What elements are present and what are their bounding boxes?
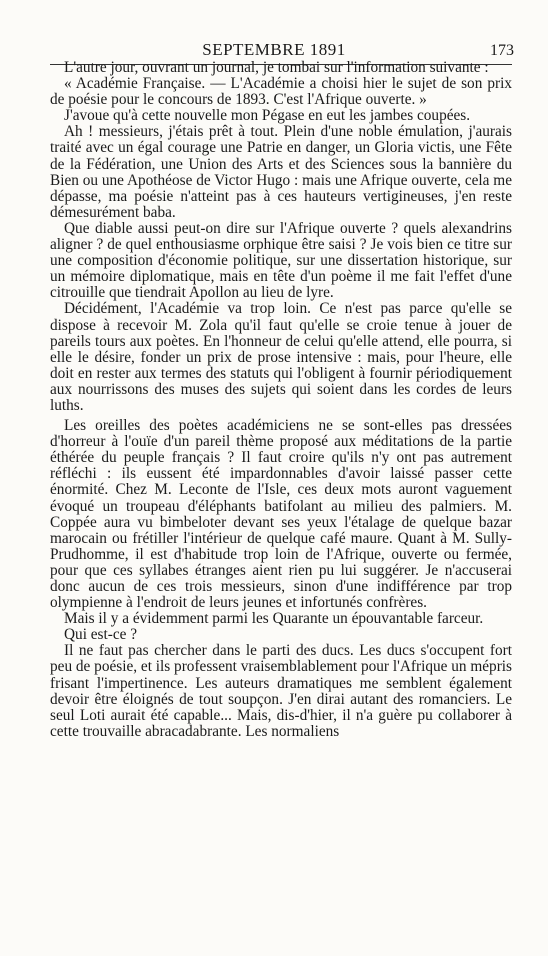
paragraph-10: Il ne faut pas chercher dans le parti des ducs. Les ducs s'occupent fort peu de poésie, et ils professent vraisemblablement pour l'Afrique un mépris frisant l'impertinence. Les auteurs dramatiques me semblent également devoir être éloignés de tout soupçon. J'en dirai autant des romanciers. Le seul Loti aurait été capable... Mais, dis-d'hier, il n'a guère pu collaborer à cette trouvaille abracadabrante. Les normaliens: [50, 642, 512, 740]
paragraph-4: Ah ! messieurs, j'étais prêt à tout. Plein d'une noble émulation, j'aurais traité avec un égal courage une Patrie en danger, un Gloria victis, une Fête de la Fédération, une Union des Arts et des Sciences sous la bannière du Bien ou une Apothéose de Victor Hugo : mais une Afrique ouverte, cela me dépasse, ma poésie n'atteint pas à ces hauteurs vertigineuses, j'en reste démesurément baba.: [50, 123, 512, 221]
running-title: SEPTEMBRE 1891: [202, 40, 346, 59]
page-number: 173: [490, 42, 514, 59]
paragraph-1: L'autre jour, ouvrant un journal, je tombai sur l'information suivante :: [64, 59, 489, 76]
paragraph-3: J'avoue qu'à cette nouvelle mon Pégase en eut les jambes coupées.: [64, 107, 471, 125]
body-text: [50, 60, 512, 740]
paragraph-2: « Académie Française. — L'Académie a choisi hier le sujet de son prix de poésie pour le concours de 1893. C'est l'Afrique ouverte. »: [50, 75, 512, 109]
paragraph-5: Que diable aussi peut-on dire sur l'Afrique ouverte ? quels alexandrins aligner ? de quel enthousiasme orphique être saisi ? Je vois bien ce titre sur une composition d'économie politique, sur une dissertation historique, sur un mémoire diplomatique, mais en tête d'un poème il me fait l'effet d'une citrouille que tiendrait Apollon au lieu de lyre.: [50, 219, 512, 302]
paragraph-6: Décidément, l'Académie va trop loin. Ce n'est pas parce qu'elle se dispose à recevoir M. Zola qu'il faut qu'elle se croie tenue à jouer de pareils tours aux poètes. En l'honneur de celui qu'elle attend, elle pourra, si elle le désire, fonder un prix de prose intensive : mais, pour l'heure, elle doit en rester aux termes des statuts qui l'obligent à fournir périodiquement aux nourrissons des muses des sujets qui soient dans les cordes de leurs luths.: [50, 300, 512, 414]
paragraph-9: Qui est-ce ?: [64, 626, 138, 644]
paragraph-8: Mais il y a évidemment parmi les Quarante un épouvantable farceur.: [64, 610, 484, 628]
paragraph-7: Les oreilles des poètes académiciens ne se sont-elles pas dressées d'horreur à l'ouïe d'un pareil thème proposé aux méditations de la partie éthérée du peuple français ? Il faut croire qu'ils n'y ont pas autrement réfléchi : ils eussent été impardonnables d'avoir laissé passer cette énormité. Chez M. Leconte de l'Isle, ces deux mots auront vaguement évoqué un troupeau d'éléphants batifolant au milieu des palmiers. M. Coppée aura vu bimbeloter devant ses yeux l'étalage de quelque bazar marocain ou frétiller l'intérieur de quelque café maure. Quant à M. Sully-Prudhomme, il est d'habitude trop loin de l'Afrique, ouverte ou fermée, pour que ces syllabes étranges aient rien pu lui suggérer. Je n'accuserai donc aucun de ces trois messieurs, sinon d'une indifférence par trop olympienne à l'endroit de leurs jeunes et infortunés confrères.: [50, 417, 512, 612]
